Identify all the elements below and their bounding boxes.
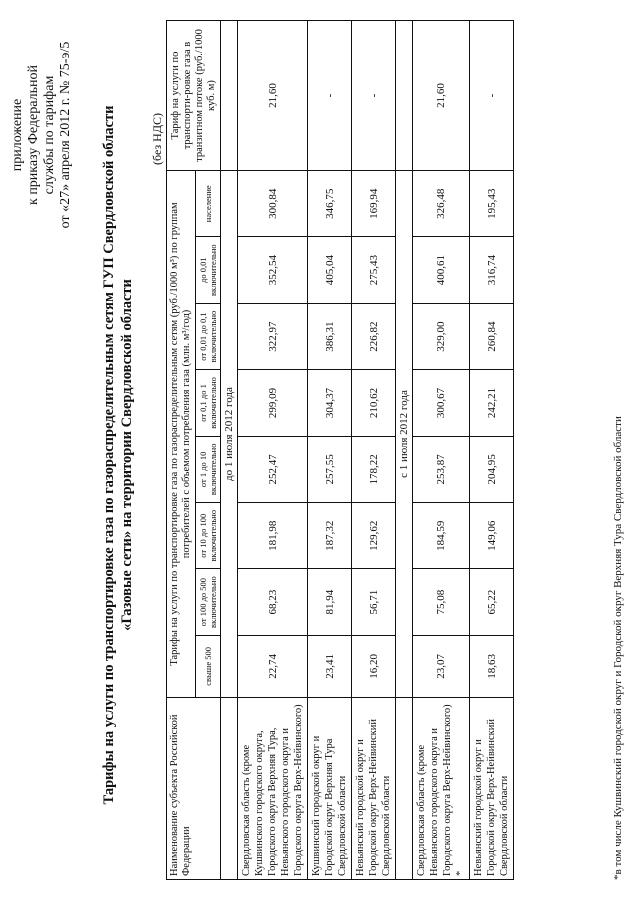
tariff-cell: 149,06 [470,503,514,569]
tariff-cell: 129,62 [352,503,396,569]
tariff-cell: 16,20 [352,635,396,697]
tariff-cell: 204,95 [470,436,514,502]
tariff-cell: 226,82 [352,303,396,369]
title-line-1: Тарифы на услуги по транспортировке газа по газораспределительным сетям ГУП Свердловской области [101,105,117,805]
tariff-cell: 18,63 [470,635,514,697]
tariff-cell: 242,21 [470,370,514,436]
tariff-cell: 405,04 [308,237,352,303]
title-line-2: «Газовые сети» на территории Свердловской области [119,279,135,631]
table-row [308,21,352,880]
header-line-4: от «27» апреля 2012 г. № 75-э/5 [58,41,73,229]
order-reference [10,5,74,265]
subject-name: Свердловская область (кроме Кушвинского городского округа, Городского округа Верхняя Тура, Невьянского городского округа и Городского округа Верх-Нейвинского) [238,697,308,879]
tariff-cell: 386,31 [308,303,352,369]
subject-name: Невьянский городской округ и Городской округ Верх-Нейвинский Свердловской области [470,697,514,879]
tariff-cell: 346,75 [308,171,352,237]
tariff-cell: 210,62 [352,370,396,436]
transit-cell: - [352,21,396,171]
tariff-cell: 181,98 [238,503,308,569]
tariff-cell: 326,48 [413,171,470,237]
group-header: свыше 500 [196,635,221,697]
tariff-cell: 253,87 [413,436,470,502]
tariff-cell: 257,55 [308,436,352,502]
group-header: от 0,1 до 1 включительно [196,370,221,436]
tariff-cell: 316,74 [470,237,514,303]
transit-cell: 21,60 [238,21,308,171]
subject-column-header: Наименование субъекта Российской Федерации [167,697,221,879]
header-line-2: к приказу Федеральной [26,65,41,205]
tariff-cell: 56,71 [352,569,396,635]
footnote: *в том числе Кушвинский городской округ и Городской округ Верхняя Тура Свердловской области [612,416,624,880]
group-header: от 1 до 10 включительно [196,436,221,502]
tariff-table [166,20,514,880]
subject-name: Невьянский городской округ и Городской округ Верх-Нейвинский Свердловской области [352,697,396,879]
tariff-cell: 304,37 [308,370,352,436]
tariff-cell: 275,43 [352,237,396,303]
subject-name: Свердловская область (кроме Невьянского городского округа и Городского округа Верх-Нейвинского) * [413,697,470,879]
tariff-cell: 300,84 [238,171,308,237]
tariff-cell: 184,59 [413,503,470,569]
group-header: население [196,171,221,237]
period-row [221,21,238,880]
tariff-cell: 68,23 [238,569,308,635]
tariff-cell: 178,22 [352,436,396,502]
tariff-cell: 65,22 [470,569,514,635]
tariffs-column-header: Тарифы на услуги по транспортировке газа по газораспределительным сетям (руб./1000 м³) по группам потребителей с объемом потребления газа (млн. м³/год) [167,171,196,698]
tariff-cell: 81,94 [308,569,352,635]
tariff-cell: 169,94 [352,171,396,237]
document-title [100,65,136,845]
table-row [413,21,470,880]
transit-cell: - [308,21,352,171]
group-header: от 10 до 100 включительно [196,503,221,569]
tariff-cell: 300,67 [413,370,470,436]
group-header: до 0,01 включительно [196,237,221,303]
transit-cell: - [470,21,514,171]
tariff-cell: 75,08 [413,569,470,635]
tariff-cell: 22,74 [238,635,308,697]
tariff-cell: 187,32 [308,503,352,569]
transit-cell: 21,60 [413,21,470,171]
subject-name: Кушвинский городской округ и Городской округ Верхняя Тура Свердловской области [308,697,352,879]
group-header: от 100 до 500 включительно [196,569,221,635]
tariff-cell: 352,54 [238,237,308,303]
period-label: до 1 июля 2012 года [221,171,238,698]
tariff-cell: 329,00 [413,303,470,369]
tariff-cell: 23,07 [413,635,470,697]
header-line-3: службы по тарифам [42,75,57,195]
tariff-cell: 400,61 [413,237,470,303]
period-row [396,21,413,880]
table-row [352,21,396,880]
transit-column-header: Тариф на услуги по транспорти-ровке газа в транзитном потоке (руб./1000 куб. м) [167,21,221,171]
tariff-cell: 322,97 [238,303,308,369]
tariff-cell: 260,84 [470,303,514,369]
table-row [470,21,514,880]
vat-note: (без НДС) [150,112,164,165]
header-line-1: приложение [10,98,25,172]
tariff-cell: 299,09 [238,370,308,436]
tariff-cell: 252,47 [238,436,308,502]
table-row [238,21,308,880]
tariff-cell: 23,41 [308,635,352,697]
tariff-cell: 195,43 [470,171,514,237]
group-header: от 0,01 до 0,1 включительно [196,303,221,369]
period-label: с 1 июля 2012 года [396,171,413,698]
